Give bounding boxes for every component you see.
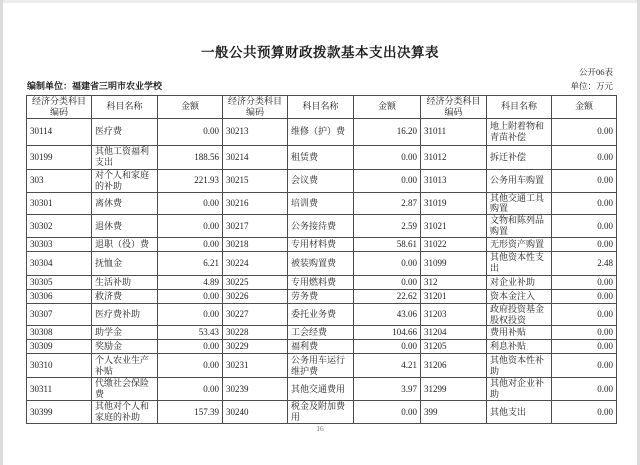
- subject-code-cell: 303: [27, 169, 92, 192]
- subject-name-cell: 委托业务费: [288, 303, 354, 326]
- amount-cell: 53.43: [158, 326, 223, 340]
- table-row: [27, 145, 617, 169]
- subject-name-cell: 文物和陈列品购置: [487, 215, 552, 238]
- amount-cell: 0.00: [552, 340, 617, 354]
- table-row: [27, 192, 617, 215]
- subject-code-cell: 312: [421, 275, 487, 289]
- amount-cell: 0.00: [354, 275, 421, 289]
- amount-cell: 0.00: [552, 215, 617, 238]
- subject-code-cell: 30217: [223, 215, 288, 238]
- subject-code-cell: 30229: [223, 340, 288, 354]
- subject-name-cell: 租赁费: [288, 145, 354, 169]
- table-row: [27, 340, 617, 354]
- column-header: 科目名称: [487, 96, 552, 119]
- table-row: [27, 354, 617, 378]
- subject-name-cell: 维修（护）费: [288, 118, 354, 145]
- subject-code-cell: 30224: [223, 251, 288, 275]
- subject-name-cell: 生活补助: [92, 275, 158, 289]
- amount-cell: 0.00: [158, 118, 223, 145]
- subject-code-cell: 31206: [421, 354, 487, 378]
- page-edge-left: [0, 0, 3, 465]
- subject-code-cell: 31019: [421, 192, 487, 215]
- subject-name-cell: 劳务费: [288, 289, 354, 303]
- subject-name-cell: 其他交通工具购置: [487, 192, 552, 215]
- subject-code-cell: 30215: [223, 169, 288, 192]
- subject-name-cell: 代缴社会保险费: [92, 378, 158, 401]
- subject-code-cell: 30199: [27, 145, 92, 169]
- amount-cell: 0.00: [354, 251, 421, 275]
- subject-name-cell: 培训费: [288, 192, 354, 215]
- meta-row: [27, 79, 613, 92]
- column-header: 金额: [158, 96, 223, 119]
- table-row: [27, 215, 617, 238]
- subject-code-cell: 399: [421, 400, 487, 423]
- subject-code-cell: 30305: [27, 275, 92, 289]
- subject-name-cell: 专用燃料费: [288, 275, 354, 289]
- subject-code-cell: 30311: [27, 378, 92, 401]
- column-header: 金额: [354, 96, 421, 119]
- table-row: [27, 378, 617, 401]
- amount-cell: 0.00: [552, 303, 617, 326]
- amount-cell: 0.00: [354, 400, 421, 423]
- subject-name-cell: 税金及附加费用: [288, 400, 354, 423]
- subject-name-cell: 其他交通费用: [288, 378, 354, 401]
- subject-code-cell: 31205: [421, 340, 487, 354]
- amount-cell: 0.00: [158, 192, 223, 215]
- table-row: [27, 400, 617, 423]
- subject-code-cell: 31299: [421, 378, 487, 401]
- table-row: [27, 326, 617, 340]
- subject-name-cell: 资本金注入: [487, 289, 552, 303]
- unit-label: 单位：万元: [570, 81, 613, 91]
- subject-code-cell: 30231: [223, 354, 288, 378]
- amount-cell: 43.06: [354, 303, 421, 326]
- amount-cell: 4.89: [158, 275, 223, 289]
- subject-code-cell: 30240: [223, 400, 288, 423]
- subject-name-cell: 个人农业生产补贴: [92, 354, 158, 378]
- amount-cell: 0.00: [552, 400, 617, 423]
- amount-cell: 0.00: [354, 169, 421, 192]
- amount-cell: 0.00: [158, 215, 223, 238]
- subject-code-cell: 31013: [421, 169, 487, 192]
- subject-code-cell: 30302: [27, 215, 92, 238]
- amount-cell: 16.20: [354, 118, 421, 145]
- subject-name-cell: 政府投资基金股权投资: [487, 303, 552, 326]
- amount-cell: 58.61: [354, 237, 421, 251]
- subject-name-cell: 离休费: [92, 192, 158, 215]
- subject-name-cell: 费用补贴: [487, 326, 552, 340]
- subject-name-cell: 其他资本性补助: [487, 354, 552, 378]
- subject-code-cell: 31012: [421, 145, 487, 169]
- table-row: [27, 118, 617, 145]
- amount-cell: 0.00: [552, 169, 617, 192]
- subject-code-cell: 31203: [421, 303, 487, 326]
- subject-name-cell: 拆迁补偿: [487, 145, 552, 169]
- column-header: 经济分类科目编码: [223, 96, 288, 119]
- subject-name-cell: 会议费: [288, 169, 354, 192]
- subject-code-cell: 30216: [223, 192, 288, 215]
- column-header: 科目名称: [92, 96, 158, 119]
- subject-name-cell: 公务用车运行维护费: [288, 354, 354, 378]
- subject-code-cell: 30227: [223, 303, 288, 326]
- subject-name-cell: 其他对个人和家庭的补助: [92, 400, 158, 423]
- column-header: 经济分类科目编码: [421, 96, 487, 119]
- subject-name-cell: 其他工资福利支出: [92, 145, 158, 169]
- subject-code-cell: 30304: [27, 251, 92, 275]
- subject-code-cell: 30310: [27, 354, 92, 378]
- subject-name-cell: 地上附着物和青苗补偿: [487, 118, 552, 145]
- subject-code-cell: 31099: [421, 251, 487, 275]
- amount-cell: 0.00: [158, 289, 223, 303]
- amount-cell: 0.00: [552, 118, 617, 145]
- subject-code-cell: 30213: [223, 118, 288, 145]
- subject-code-cell: 30226: [223, 289, 288, 303]
- subject-code-cell: 30399: [27, 400, 92, 423]
- subject-code-cell: 30303: [27, 237, 92, 251]
- subject-name-cell: 医疗费: [92, 118, 158, 145]
- amount-cell: 2.48: [552, 251, 617, 275]
- amount-cell: 0.00: [552, 378, 617, 401]
- table-row: [27, 169, 617, 192]
- subject-code-cell: 31011: [421, 118, 487, 145]
- subject-name-cell: 其他对企业补助: [487, 378, 552, 401]
- subject-name-cell: 公务用车购置: [487, 169, 552, 192]
- table-row: [27, 289, 617, 303]
- table-code-label: 公开06表: [578, 67, 613, 77]
- table-row: [27, 237, 617, 251]
- amount-cell: 157.39: [158, 400, 223, 423]
- subject-code-cell: 30239: [223, 378, 288, 401]
- subject-code-cell: 30214: [223, 145, 288, 169]
- column-header: 经济分类科目编码: [27, 96, 92, 119]
- subject-code-cell: 31201: [421, 289, 487, 303]
- table-row: [27, 303, 617, 326]
- budget-table: [26, 95, 617, 424]
- subject-name-cell: 被装购置费: [288, 251, 354, 275]
- subject-name-cell: 其他资本性支出: [487, 251, 552, 275]
- amount-cell: 0.00: [552, 192, 617, 215]
- column-header: 金额: [552, 96, 617, 119]
- amount-cell: 0.00: [354, 340, 421, 354]
- subject-name-cell: 医疗费补助: [92, 303, 158, 326]
- amount-cell: 0.00: [552, 275, 617, 289]
- amount-cell: 0.00: [552, 326, 617, 340]
- column-header: 科目名称: [288, 96, 354, 119]
- amount-cell: 0.00: [158, 303, 223, 326]
- amount-cell: 104.66: [354, 326, 421, 340]
- amount-cell: 0.00: [158, 340, 223, 354]
- prepared-by-label: 编制单位：福建省三明市农业学校: [27, 81, 163, 91]
- amount-cell: 0.00: [354, 145, 421, 169]
- page-number: 16: [316, 424, 324, 433]
- amount-cell: 0.00: [158, 237, 223, 251]
- amount-cell: 0.00: [552, 354, 617, 378]
- subject-code-cell: 30309: [27, 340, 92, 354]
- amount-cell: 0.00: [158, 354, 223, 378]
- subject-code-cell: 30306: [27, 289, 92, 303]
- subject-name-cell: 利息补贴: [487, 340, 552, 354]
- amount-cell: 4.21: [354, 354, 421, 378]
- page-title: 一般公共预算财政拨款基本支出决算表: [201, 45, 439, 60]
- page-edge-top: [0, 0, 640, 3]
- table-row: [27, 275, 617, 289]
- amount-cell: 188.56: [158, 145, 223, 169]
- subject-name-cell: 救济费: [92, 289, 158, 303]
- amount-cell: 2.59: [354, 215, 421, 238]
- amount-cell: 221.93: [158, 169, 223, 192]
- subject-name-cell: 抚恤金: [92, 251, 158, 275]
- table-row: [27, 251, 617, 275]
- subject-name-cell: 对个人和家庭的补助: [92, 169, 158, 192]
- subject-name-cell: 其他支出: [487, 400, 552, 423]
- subject-code-cell: 31022: [421, 237, 487, 251]
- amount-cell: 2.87: [354, 192, 421, 215]
- subject-name-cell: 退休费: [92, 215, 158, 238]
- subject-code-cell: 31204: [421, 326, 487, 340]
- amount-cell: 0.00: [552, 237, 617, 251]
- amount-cell: 22.62: [354, 289, 421, 303]
- amount-cell: 0.00: [552, 145, 617, 169]
- subject-name-cell: 助学金: [92, 326, 158, 340]
- subject-name-cell: 工会经费: [288, 326, 354, 340]
- subject-code-cell: 30228: [223, 326, 288, 340]
- amount-cell: 6.21: [158, 251, 223, 275]
- subject-name-cell: 奖励金: [92, 340, 158, 354]
- amount-cell: 3.97: [354, 378, 421, 401]
- subject-code-cell: 30218: [223, 237, 288, 251]
- header-row: [27, 96, 617, 119]
- subject-name-cell: 福利费: [288, 340, 354, 354]
- subject-name-cell: 专用材料费: [288, 237, 354, 251]
- subject-code-cell: 31021: [421, 215, 487, 238]
- amount-cell: 0.00: [158, 378, 223, 401]
- subject-name-cell: 无形资产购置: [487, 237, 552, 251]
- subject-code-cell: 30308: [27, 326, 92, 340]
- subject-code-cell: 30301: [27, 192, 92, 215]
- subject-code-cell: 30225: [223, 275, 288, 289]
- subject-name-cell: 退职（役）费: [92, 237, 158, 251]
- subject-code-cell: 30114: [27, 118, 92, 145]
- subject-name-cell: 公务接待费: [288, 215, 354, 238]
- subject-name-cell: 对企业补助: [487, 275, 552, 289]
- amount-cell: 0.00: [552, 289, 617, 303]
- subject-code-cell: 30307: [27, 303, 92, 326]
